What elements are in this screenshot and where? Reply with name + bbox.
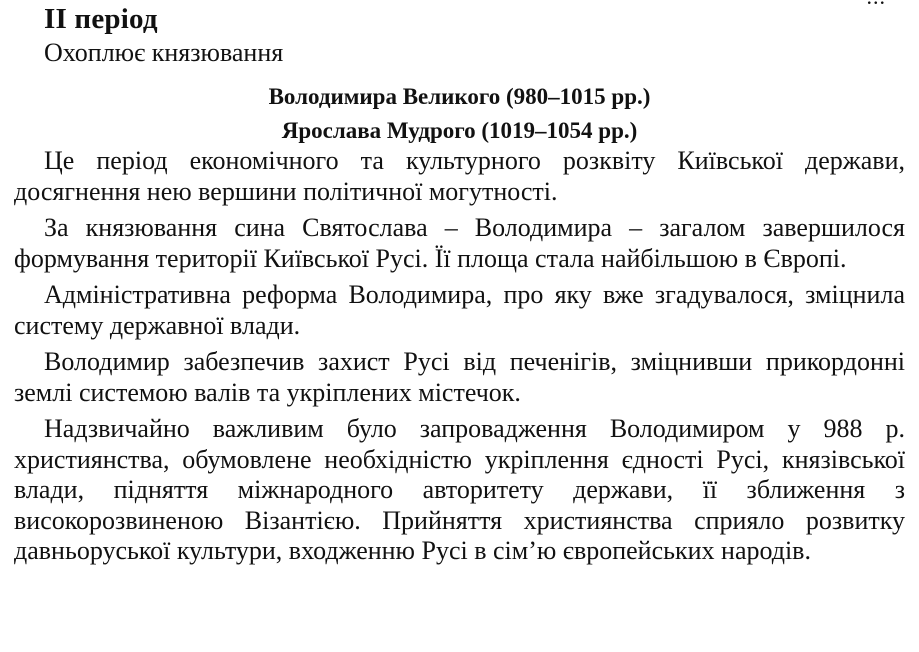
cut-off-text-fragment (867, 0, 887, 4)
paragraph: Володимир забезпечив захист Русі від печенігів, зміцнивши прикордонні землі системою валів та укріплених містечок. (14, 347, 905, 407)
paragraph: Надзвичайно важливим було запровадження Володимиром у 988 р. християнства, обумовлене необхідністю укріплення єдності Русі, князівської влади, підняття міжнародного авторитету держави, її зближення з високорозвиненою Візантією. Прийняття християнства сприяло розвитку давньоруської культури, входженню Русі в сім’ю європейських народів. (14, 414, 905, 565)
section-title: II період (44, 3, 158, 35)
section-intro: Охоплює князювання (44, 38, 284, 67)
paragraph: Це період економічного та культурного розквіту Київської держави, досягнення нею вершини політичної могутності. (14, 146, 905, 206)
ruler-line-volodymyr: Володимира Великого (980–1015 рр.) (268, 84, 651, 109)
paragraph: Адміністративна реформа Володимира, про яку вже згадувалося, зміцнила систему державної влади. (14, 280, 905, 340)
body-text (14, 146, 905, 567)
ruler-line-yaroslav: Ярослава Мудрого (1019–1054 рр.) (281, 118, 638, 143)
paragraph: За князювання сина Святослава – Володимира – загалом завершилося формування території Київської Русі. Її площа стала найбільшою в Європі. (14, 213, 905, 273)
